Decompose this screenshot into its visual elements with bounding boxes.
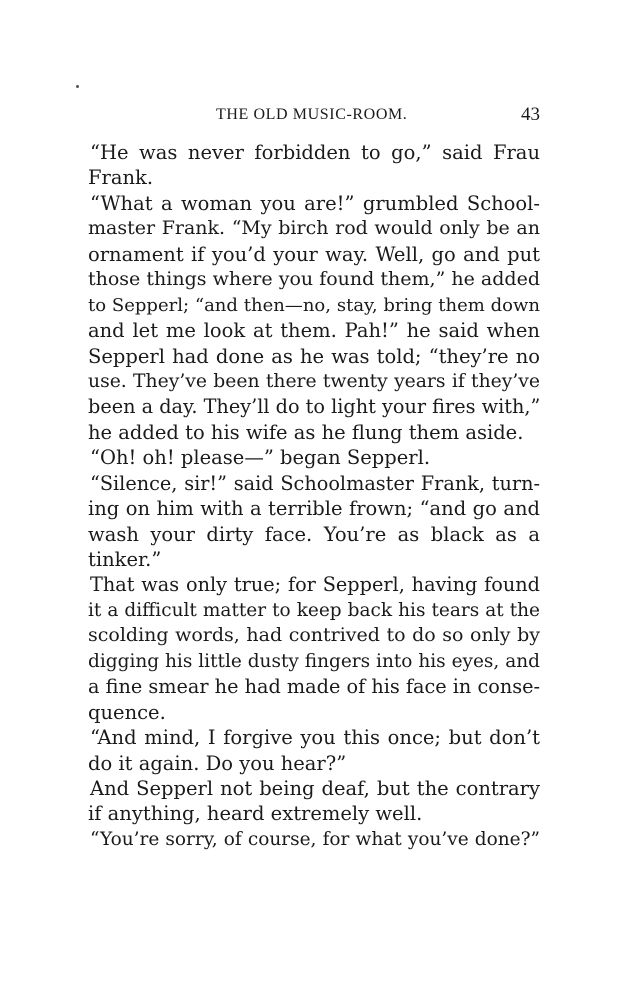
text-line: to Sepperl; “and then—no, stay, bring them down xyxy=(88,294,540,316)
page-header xyxy=(88,104,540,130)
running-head: THE OLD MUSIC-ROOM. xyxy=(216,106,408,123)
text-line: “What a woman you are!” grumbled School- xyxy=(90,191,540,215)
text-line: it a difficult matter to keep back his tears at the xyxy=(88,599,540,621)
text-line: do it again. Do you hear?” xyxy=(88,751,347,775)
text-line: “You’re sorry, of course, for what you’ve done?” xyxy=(90,828,540,850)
text-line: ing on him with a terrible frown; “and go and xyxy=(88,497,540,521)
text-line: tinker.” xyxy=(88,548,162,571)
text-line: “Silence, sir!” said Schoolmaster Frank, turn- xyxy=(90,471,540,495)
page-number: 43 xyxy=(521,104,540,125)
text-line: And Sepperl not being deaf, but the contrary xyxy=(90,776,540,800)
text-line: “And mind, I forgive you this once; but don’t xyxy=(90,726,540,750)
text-line: he added to his wife as he flung them aside. xyxy=(88,420,524,444)
text-line: digging his little dusty fingers into his eyes, and xyxy=(88,650,540,672)
text-line: and let me look at them. Pah!” he said when xyxy=(88,319,540,343)
print-speck xyxy=(76,85,79,88)
text-line: scolding words, had contrived to do so only by xyxy=(88,624,540,647)
text-line: Frank. xyxy=(88,166,154,190)
body-text xyxy=(88,140,540,852)
text-line: if anything, heard extremely well. xyxy=(88,802,423,826)
text-line: Sepperl had done as he was told; “they’re no xyxy=(88,344,540,368)
text-line: a fine smear he had made of his face in conse- xyxy=(88,675,540,699)
text-line: those things where you found them,” he added xyxy=(88,268,540,291)
text-line: been a day. They’ll do to light your fires with,” xyxy=(88,395,541,419)
text-line: quence. xyxy=(88,700,166,724)
text-line: “Oh! oh! please—” began Sepperl. xyxy=(90,446,431,470)
text-line: master Frank. “My birch rod would only be an xyxy=(88,217,540,240)
text-line: That was only true; for Sepperl, having found xyxy=(90,573,540,597)
text-line: wash your dirty face. You’re as black as a xyxy=(88,522,540,546)
text-line: ornament if you’d your way. Well, go and put xyxy=(88,242,540,266)
text-line: use. They’ve been there twenty years if they’ve xyxy=(88,370,540,392)
text-line: “He was never forbidden to go,” said Frau xyxy=(90,141,540,164)
